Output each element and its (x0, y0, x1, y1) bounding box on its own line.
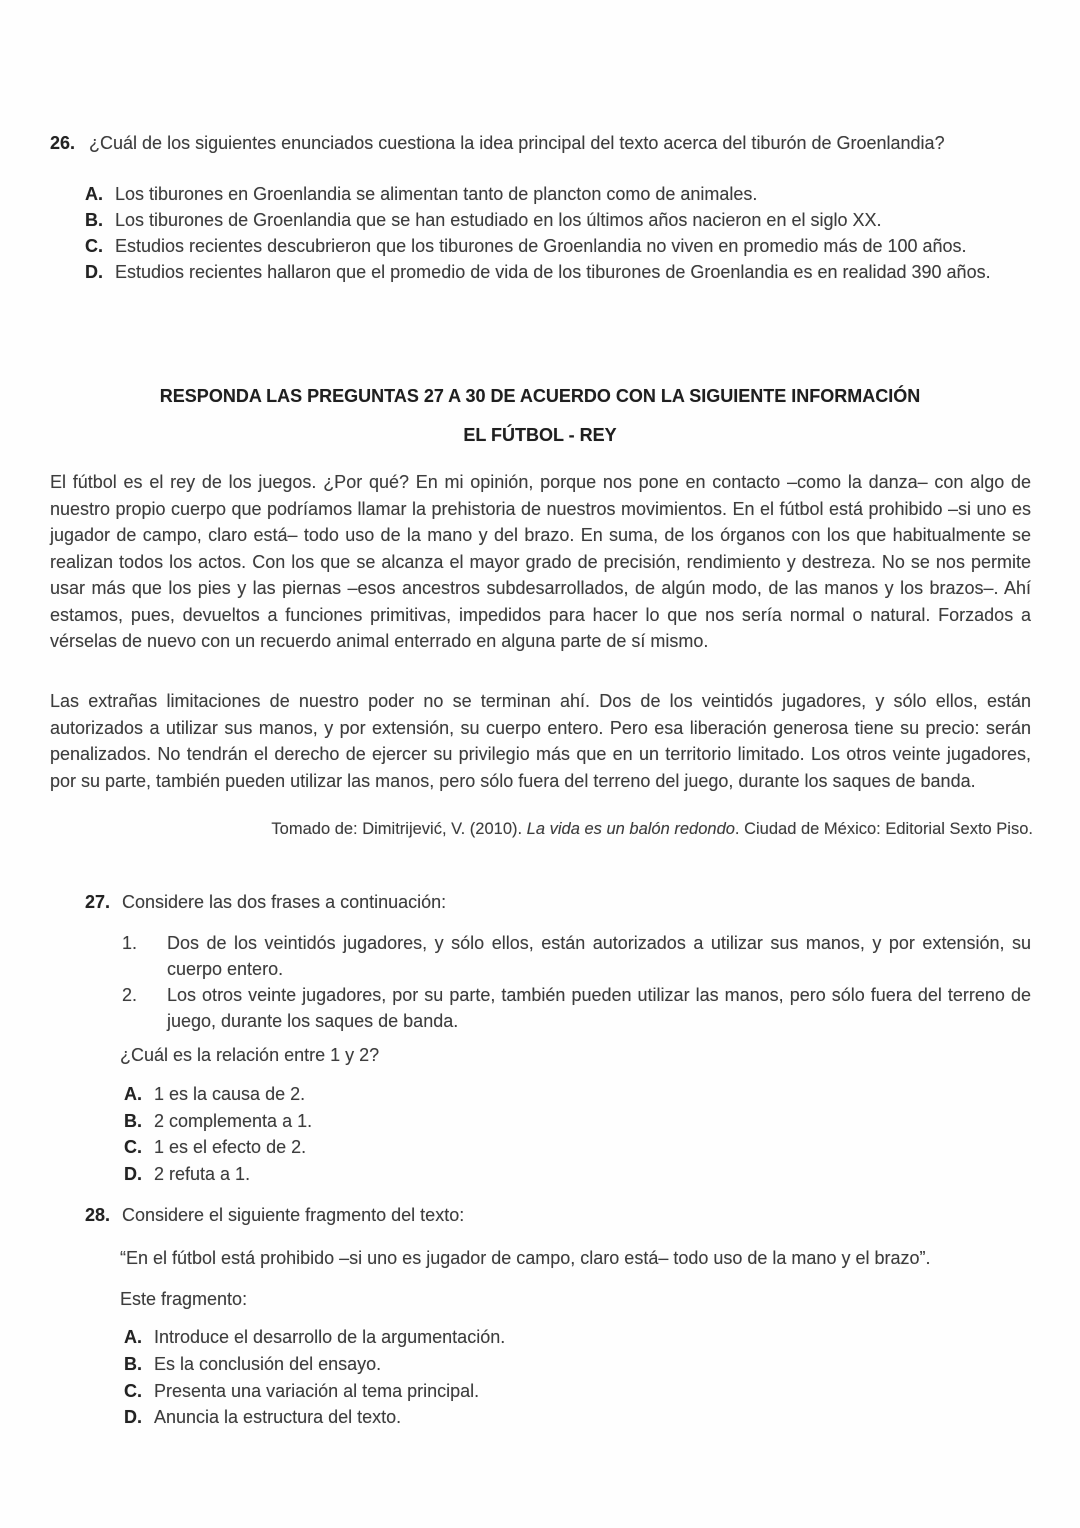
passage-paragraph-2: Las extrañas limitaciones de nuestro poder no se terminan ahí. Dos de los veintidós jugadores, y sólo ellos, están autorizados a utilizar sus manos, y por extensión, su cuerpo entero. Pero esa liberación generosa tiene su precio: serán penalizados. No tendrán el derecho de ejercer su privilegio más que en un territorio limitado. Los otros veinte jugadores, por su parte, también pueden utilizar las manos, pero sólo fuera del terreno del juego, durante los saques de banda. (50, 691, 1031, 791)
option-28-a (124, 1324, 1031, 1351)
option-letter: B. (124, 1110, 142, 1131)
option-letter: D. (124, 1407, 142, 1428)
option-text: Anuncia la estructura del texto. (154, 1407, 402, 1428)
list-item-2 (122, 982, 1031, 1034)
question-27 (85, 889, 1031, 915)
question-26-options (85, 181, 1031, 285)
passage-title: EL FÚTBOL - REY (463, 425, 617, 445)
question-27-options (124, 1081, 1031, 1188)
question-27-prompt: ¿Cuál es la relación entre 1 y 2? (120, 1045, 380, 1065)
option-text: Los tiburones de Groenlandia que se han estudiado en los últimos años nacieron en el siglo XX. (115, 210, 882, 230)
option-28-d (124, 1404, 1031, 1431)
option-27-a (124, 1081, 1031, 1108)
citation-book-title: La vida es un balón redondo (526, 820, 735, 838)
option-letter: C. (124, 1137, 142, 1158)
option-letter: A. (85, 184, 103, 204)
option-text: Estudios recientes descubrieron que los tiburones de Groenlandia no viven en promedio más de 100 años. (115, 236, 967, 256)
option-letter: A. (124, 1327, 142, 1347)
question-28-text: Considere el siguiente fragmento del texto: (122, 1205, 465, 1225)
item-number: 2. (122, 985, 138, 1005)
question-28 (85, 1202, 1031, 1228)
option-text: Los tiburones en Groenlandia se alimentan tanto de plancton como de animales. (115, 184, 758, 204)
question-28-options (124, 1324, 1031, 1431)
option-28-b (124, 1351, 1031, 1378)
option-text: 1 es el efecto de 2. (154, 1137, 307, 1158)
option-letter: C. (124, 1380, 142, 1401)
option-letter: B. (85, 210, 103, 230)
option-text: Es la conclusión del ensayo. (154, 1353, 382, 1374)
option-26-b (85, 207, 1031, 233)
item-text: Dos de los veintidós jugadores, y sólo ellos, están autorizados a utilizar sus manos, y por extensión, su cuerpo entero. (167, 933, 1031, 979)
question-28-number: 28. (85, 1205, 111, 1225)
item-number: 1. (122, 933, 138, 953)
option-26-a (85, 181, 1031, 207)
option-text: 1 es la causa de 2. (154, 1084, 306, 1104)
option-26-c (85, 233, 1031, 259)
section-instruction: RESPONDA LAS PREGUNTAS 27 A 30 DE ACUERDO CON LA SIGUIENTE INFORMACIÓN (159, 386, 921, 406)
question-28-quote: “En el fútbol está prohibido –si uno es jugador de campo, claro está– todo uso de la mano y el brazo”. (120, 1248, 931, 1268)
option-26-d (85, 259, 1031, 285)
question-28-subtext: Este fragmento: (120, 1289, 248, 1309)
option-letter: D. (85, 262, 103, 282)
question-27-text: Considere las dos frases a continuación: (122, 892, 447, 912)
question-27-items (122, 930, 1031, 1034)
option-27-c (124, 1134, 1031, 1161)
option-text: 2 complementa a 1. (154, 1110, 313, 1131)
option-text: Introduce el desarrollo de la argumentación. (154, 1327, 506, 1347)
question-26-number: 26. (50, 133, 76, 153)
question-27-number: 27. (85, 892, 111, 912)
option-letter: B. (124, 1353, 142, 1374)
option-letter: A. (124, 1084, 142, 1104)
question-26-text: 26. ¿Cuál de los siguientes enunciados cuestiona la idea principal del texto acerca del tiburón de Groenlandia? (50, 133, 945, 153)
option-27-d (124, 1161, 1031, 1188)
option-text: 2 refuta a 1. (154, 1164, 251, 1185)
option-text: Estudios recientes hallaron que el promedio de vida de los tiburones de Groenlandia es en realidad 390 años. (115, 262, 991, 282)
passage-paragraph-1: El fútbol es el rey de los juegos. ¿Por qué? En mi opinión, porque nos pone en contacto –como la danza– con algo de nuestro propio cuerpo que podríamos llamar la prehistoria de nuestros movimientos. En el fútbol está prohibido –si uno es jugador de campo, claro está– todo uso de la mano y del brazo. En suma, de los órganos con los que habitualmente se realizan todos los actos. Con los que se alcanza el mayor grado de precisión, rendimiento y destreza. No se nos permite usar más que los pies y las piernas –esos ancestros subdesarrollados, de algún modo, de las manos y los brazos–. Ahí estamos, pues, devueltos a funciones primitivas, impedidos para hacer lo que nos sería normal o natural. Forzados a vérselas de nuevo con un recuerdo animal enterrado en alguna parte de sí mismo. (50, 472, 1031, 651)
passage-citation: Tomado de: Dimitrijević, V. (2010). La vida es un balón redondo. Ciudad de México: Editorial Sexto Piso. (271, 820, 1033, 838)
option-27-b (124, 1108, 1031, 1135)
option-letter: C. (85, 236, 103, 256)
option-28-c (124, 1378, 1031, 1405)
item-text: Los otros veinte jugadores, por su parte, también pueden utilizar las manos, pero sólo fuera del terreno de juego, durante los saques de banda. (167, 985, 1031, 1031)
list-item-1 (122, 930, 1031, 982)
option-letter: D. (124, 1164, 142, 1185)
option-text: Presenta una variación al tema principal. (154, 1380, 480, 1401)
